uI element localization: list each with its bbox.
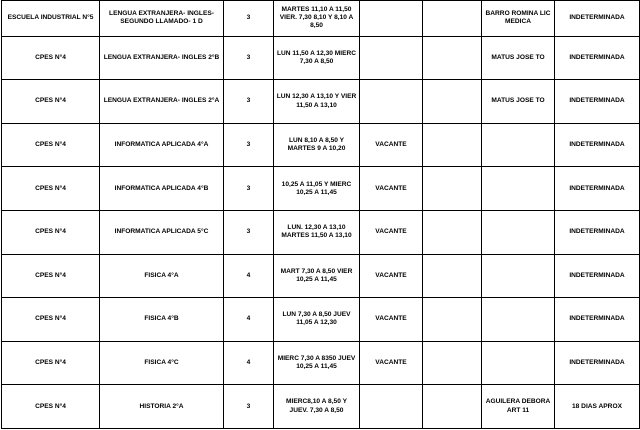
cell-horas: 4: [224, 341, 274, 385]
cell-docente: [482, 341, 555, 385]
cell-horario: LUN 8,10 A 8,50 Y MARTES 9 A 10,20: [274, 123, 360, 167]
cell-materia: LENGUA EXTRANJERA- INGLES- SEGUNDO LLAMADO- 1 D: [100, 1, 224, 37]
cell-escuela: CPES N°4: [2, 341, 100, 385]
cell-escuela: CPES N°4: [2, 123, 100, 167]
cell-horario: LUN 12,30 A 13,10 Y VIER 11,50 A 13,10: [274, 80, 360, 124]
cell-docente: [482, 298, 555, 342]
cell-estado: [360, 385, 423, 429]
cell-duracion: INDETERMINADA: [555, 254, 640, 298]
cell-horas: 3: [224, 1, 274, 37]
cell-horario: MIERC 7,30 A 8350 JUEV 10,25 A 11,45: [274, 341, 360, 385]
cell-horas: 3: [224, 123, 274, 167]
cell-estado: [360, 80, 423, 124]
cell-horas: 3: [224, 80, 274, 124]
cell-materia: INFORMATICA APLICADA 5°C: [100, 211, 224, 255]
cell-horas: 4: [224, 254, 274, 298]
cell-duracion: INDETERMINADA: [555, 80, 640, 124]
cell-horas: 4: [224, 298, 274, 342]
cell-escuela: CPES N°4: [2, 254, 100, 298]
cell-escuela: CPES N°4: [2, 80, 100, 124]
cell-duracion: INDETERMINADA: [555, 298, 640, 342]
cell-horas: 3: [224, 211, 274, 255]
cell-escuela: CPES N°4: [2, 167, 100, 211]
cell-docente: BARRO ROMINA LIC MEDICA: [482, 1, 555, 37]
cell-empty: [423, 254, 482, 298]
cell-materia: FISICA 4°B: [100, 298, 224, 342]
cell-horas: 3: [224, 36, 274, 80]
cell-materia: LENGUA EXTRANJERA- INGLES 2°A: [100, 80, 224, 124]
cell-horario: LUN 11,50 A 12,30 MIERC 7,30 A 8,50: [274, 36, 360, 80]
cell-duracion: 18 DIAS APROX: [555, 385, 640, 429]
cell-estado: VACANTE: [360, 167, 423, 211]
cell-escuela: CPES N°4: [2, 211, 100, 255]
cell-empty: [423, 36, 482, 80]
cell-estado: VACANTE: [360, 298, 423, 342]
table-row: [2, 341, 640, 385]
cell-escuela: CPES N°4: [2, 36, 100, 80]
cell-docente: [482, 211, 555, 255]
table-body: [2, 1, 640, 429]
cell-estado: VACANTE: [360, 123, 423, 167]
cell-empty: [423, 385, 482, 429]
cell-empty: [423, 167, 482, 211]
cell-duracion: INDETERMINADA: [555, 1, 640, 37]
cell-materia: HISTORIA 2°A: [100, 385, 224, 429]
cell-empty: [423, 341, 482, 385]
cell-materia: INFORMATICA APLICADA 4°B: [100, 167, 224, 211]
table-row: [2, 211, 640, 255]
cell-materia: INFORMATICA APLICADA 4°A: [100, 123, 224, 167]
table-row: [2, 167, 640, 211]
cell-escuela: CPES N°4: [2, 385, 100, 429]
cell-docente: [482, 123, 555, 167]
cell-estado: VACANTE: [360, 254, 423, 298]
cell-horas: 3: [224, 385, 274, 429]
cell-horario: LUN. 12,30 A 13,10 MARTES 11,50 A 13,10: [274, 211, 360, 255]
table-row: [2, 1, 640, 37]
table-row: [2, 36, 640, 80]
cell-docente: MATUS JOSE TO: [482, 36, 555, 80]
cell-horario: MARTES 11,10 A 11,50 VIER. 7,30 8,10 Y 8,10 A 8,50: [274, 1, 360, 37]
cell-duracion: INDETERMINADA: [555, 341, 640, 385]
cell-horario: MART 7,30 A 8,50 VIER 10,25 A 11,45: [274, 254, 360, 298]
cell-estado: VACANTE: [360, 211, 423, 255]
table-row: [2, 123, 640, 167]
cell-horario: MIERC8,10 A 8,50 Y JUEV. 7,30 A 8,50: [274, 385, 360, 429]
cell-escuela: ESCUELA INDUSTRIAL N°5: [2, 1, 100, 37]
cell-materia: FISICA 4°C: [100, 341, 224, 385]
cell-horario: LUN 7,30 A 8,50 JUEV 11,05 A 12,30: [274, 298, 360, 342]
cell-estado: VACANTE: [360, 341, 423, 385]
cell-duracion: INDETERMINADA: [555, 123, 640, 167]
cell-empty: [423, 123, 482, 167]
cell-materia: FISICA 4°A: [100, 254, 224, 298]
table-row: [2, 254, 640, 298]
cell-estado: [360, 1, 423, 37]
cell-empty: [423, 298, 482, 342]
cell-materia: LENGUA EXTRANJERA- INGLES 2°B: [100, 36, 224, 80]
cell-docente: [482, 167, 555, 211]
cell-empty: [423, 80, 482, 124]
cell-estado: [360, 36, 423, 80]
cell-duracion: INDETERMINADA: [555, 211, 640, 255]
cell-docente: MATUS JOSE TO: [482, 80, 555, 124]
cell-duracion: INDETERMINADA: [555, 167, 640, 211]
vacancy-table: [1, 0, 640, 429]
cell-docente: [482, 254, 555, 298]
cell-docente: AGUILERA DEBORA ART 11: [482, 385, 555, 429]
cell-duracion: INDETERMINADA: [555, 36, 640, 80]
cell-empty: [423, 211, 482, 255]
cell-horario: 10,25 A 11,05 Y MIERC 10,25 A 11,45: [274, 167, 360, 211]
table-row: [2, 80, 640, 124]
cell-horas: 3: [224, 167, 274, 211]
cell-empty: [423, 1, 482, 37]
table-row: [2, 385, 640, 429]
table-row: [2, 298, 640, 342]
cell-escuela: CPES N°4: [2, 298, 100, 342]
